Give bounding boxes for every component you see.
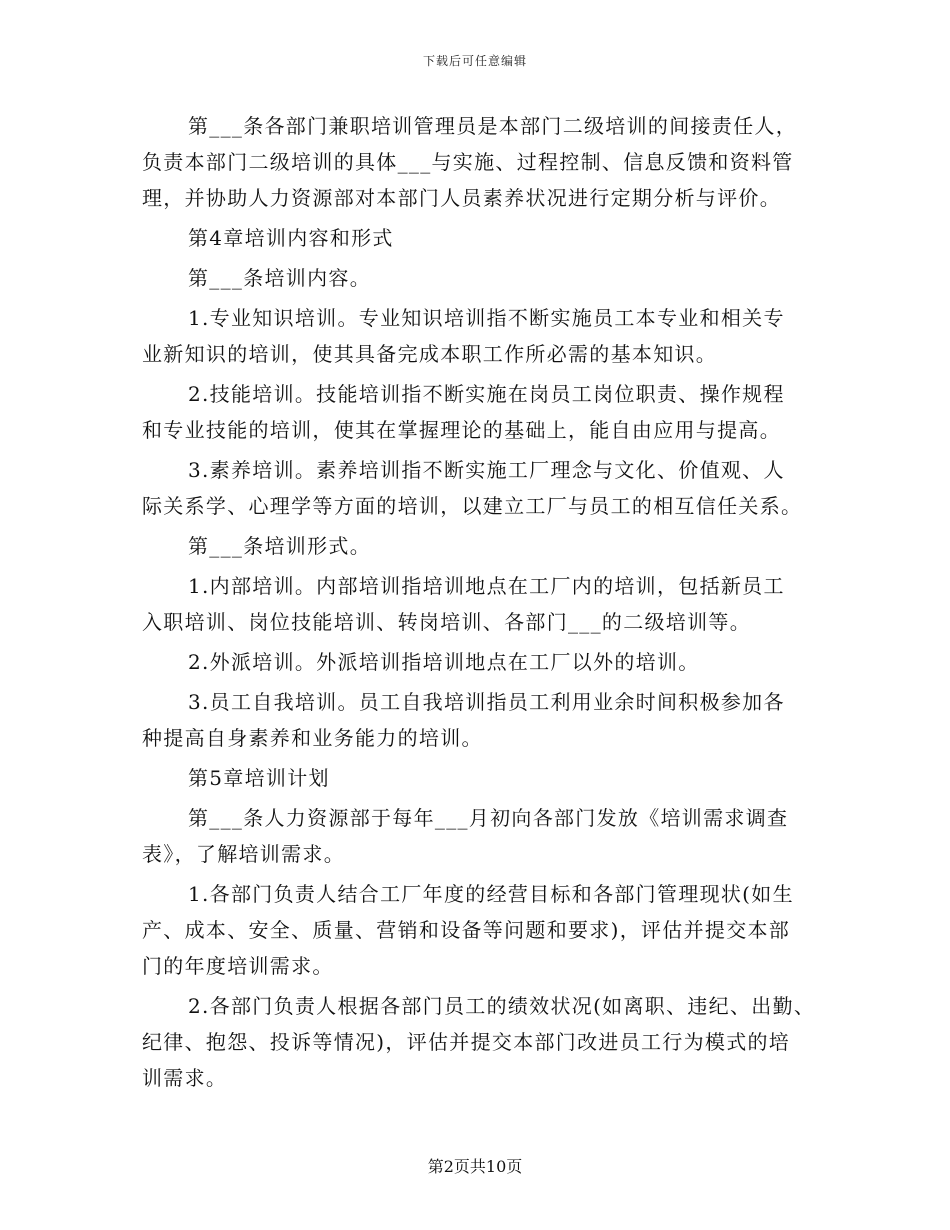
text-line: 表》，了解培训需求。 bbox=[142, 842, 345, 866]
text-line: 第5章培训计划 bbox=[188, 766, 330, 790]
text-line: 理，并协助人力资源部对本部门人员素养状况进行定期分析与评价。 bbox=[142, 186, 781, 210]
text-line: 第___条培训形式。 bbox=[188, 534, 371, 558]
page-header: 下载后可任意编辑 bbox=[422, 54, 527, 68]
text-line: 入职培训、岗位技能培训、转岗培训、各部门___的二级培训等。 bbox=[142, 610, 751, 634]
text-line: 际关系学、心理学等方面的培训，以建立工厂与员工的相互信任关系。 bbox=[142, 494, 803, 518]
text-line: 门的年度培训需求。 bbox=[142, 954, 334, 978]
page-footer: 第2页共10页 bbox=[427, 1157, 523, 1176]
text-line: 1.内部培训。内部培训指培训地点在工厂内的培训，包括新员工 bbox=[188, 574, 785, 598]
text-line: 和专业技能的培训，使其在掌握理论的基础上，能自由应用与提高。 bbox=[142, 418, 781, 442]
document-body bbox=[142, 108, 816, 1096]
text-line: 种提高自身素养和业务能力的培训。 bbox=[142, 726, 483, 750]
text-line: 3.素养培训。素养培训指不断实施工厂理念与文化、价值观、人 bbox=[188, 458, 785, 482]
text-line: 第___条人力资源部于每年___月初向各部门发放《培训需求调查 bbox=[188, 806, 789, 830]
text-line: 1.各部门负责人结合工厂年度的经营目标和各部门管理现状(如生 bbox=[188, 882, 794, 906]
text-line: 第___条各部门兼职培训管理员是本部门二级培训的间接责任人， bbox=[188, 114, 797, 138]
text-line: 1.专业知识培训。专业知识培训指不断实施员工本专业和相关专 bbox=[188, 306, 785, 330]
text-line: 第___条培训内容。 bbox=[188, 266, 371, 290]
text-line: 2.外派培训。外派培训指培训地点在工厂以外的培训。 bbox=[188, 650, 700, 674]
text-line: 训需求。 bbox=[142, 1066, 228, 1090]
text-line: 负责本部门二级培训的具体___与实施、过程控制、信息反馈和资料管 bbox=[142, 150, 794, 174]
text-line: 3.员工自我培训。员工自我培训指员工利用业余时间积极参加各 bbox=[188, 690, 785, 714]
text-line: 纪律、抱怨、投诉等情况)，评估并提交本部门改进员工行为模式的培 bbox=[142, 1030, 791, 1054]
text-line: 业新知识的培训，使其具备完成本职工作所必需的基本知识。 bbox=[142, 342, 718, 366]
text-line: 第4章培训内容和形式 bbox=[188, 226, 394, 250]
text-line: 产、成本、安全、质量、营销和设备等问题和要求)，评估并提交本部 bbox=[142, 918, 791, 942]
text-line: 2.各部门负责人根据各部门员工的绩效状况(如离职、违纪、出勤、 bbox=[188, 994, 816, 1018]
text-line: 2.技能培训。技能培训指不断实施在岗员工岗位职责、操作规程 bbox=[188, 382, 785, 406]
